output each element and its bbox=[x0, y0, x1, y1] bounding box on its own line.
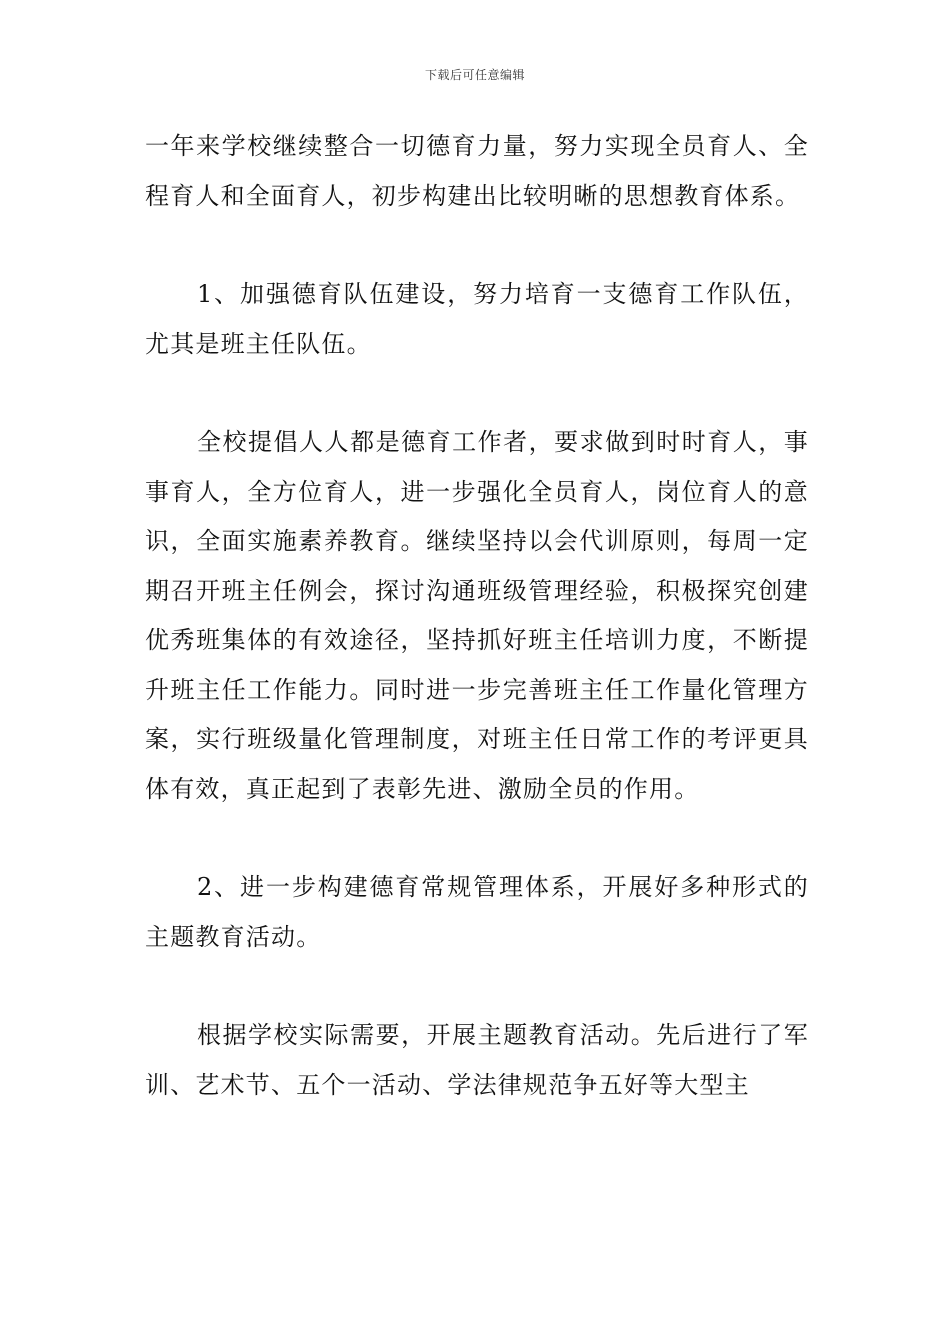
paragraph-intro: 一年来学校继续整合一切德育力量，努力实现全员育人、全程育人和全面育人，初步构建出比较明晰的思想教育体系。 bbox=[145, 132, 809, 210]
paragraph-item-1-body: 全校提倡人人都是德育工作者，要求做到时时育人，事事育人，全方位育人，进一步强化全员育人，岗位育人的意识，全面实施素养教育。继续坚持以会代训原则，每周一定期召开班主任例会，探讨沟通班级管理经验，积极探究创建优秀班集体的有效途径，坚持抓好班主任培训力度，不断提升班主任工作能力。同时进一步完善班主任工作量化管理方案，实行班级量化管理制度，对班主任日常工作的考评更具体有效，真正起到了表彰先进、激励全员的作用。 bbox=[145, 428, 809, 803]
paragraph-item-2-heading: 2、进一步构建德育常规管理体系，开展好多种形式的主题教育活动。 bbox=[145, 873, 809, 951]
paragraph-item-2-body: 根据学校实际需要，开展主题教育活动。先后进行了军训、艺术节、五个一活动、学法律规范争五好等大型主 bbox=[145, 1021, 809, 1099]
page-header: 下载后可任意编辑 bbox=[424, 68, 525, 82]
paragraph-item-1-heading: 1、加强德育队伍建设，努力培育一支德育工作队伍，尤其是班主任队伍。 bbox=[145, 280, 809, 358]
document-body bbox=[145, 122, 809, 1110]
